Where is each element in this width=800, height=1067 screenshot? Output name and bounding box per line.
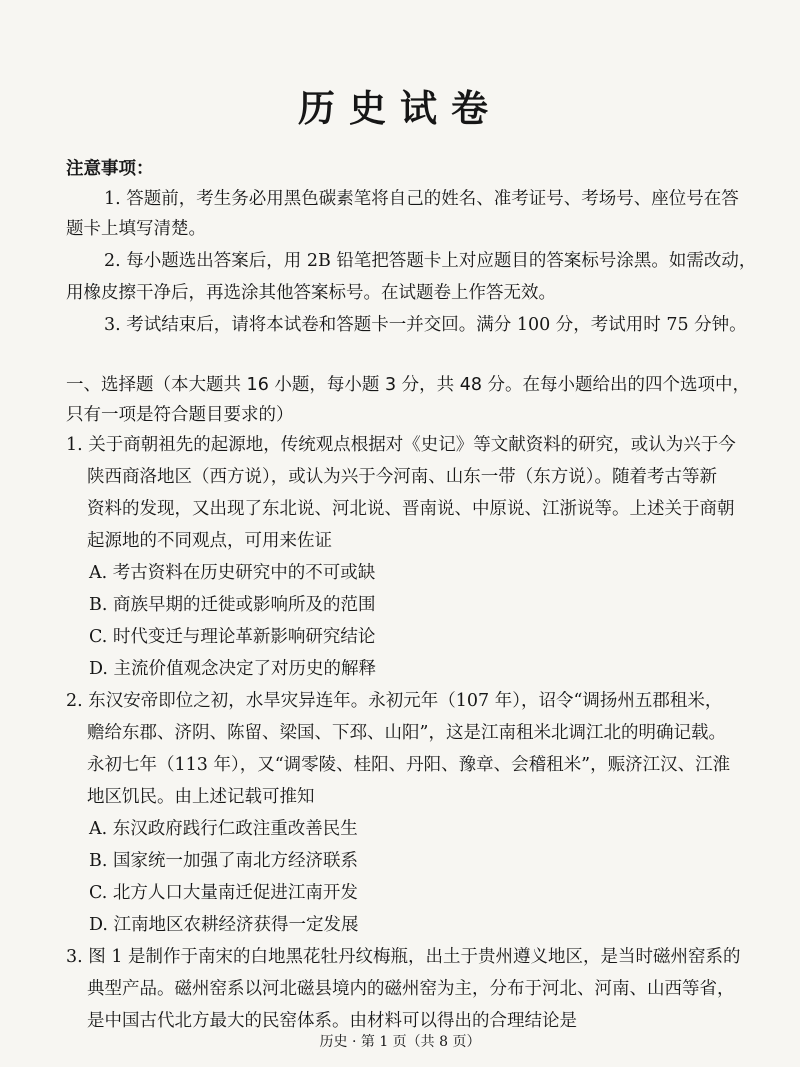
page-footer: 历史 · 第 1 页（共 8 页） xyxy=(319,1034,481,1050)
question-1-option-c: C. 时代变迁与理论革新影响研究结论 xyxy=(89,627,376,647)
question-2-option-c: C. 北方人口大量南迁促进江南开发 xyxy=(89,883,358,903)
question-1-stem-line-2: 陕西商洛地区（西方说），或认为兴于今河南、山东一带（东方说）。随着考古等新 xyxy=(87,467,717,487)
notice-heading: 注意事项： xyxy=(66,159,154,179)
question-1-stem-line-3: 资料的发现，又出现了东北说、河北说、晋南说、中原说、江浙说等。上述关于商朝 xyxy=(87,499,735,519)
notice-item-2-line-2: 用橡皮擦干净后，再选涂其他答案标号。在试题卷上作答无效。 xyxy=(66,283,556,303)
question-2-stem-line-4: 地区饥民。由上述记载可推知 xyxy=(87,787,315,807)
question-1-stem-line-1: 1. 关于商朝祖先的起源地，传统观点根据对《史记》等文献资料的研究，或认为兴于今 xyxy=(66,435,736,455)
page-title: 历史试卷 xyxy=(298,87,502,130)
notice-item-1-line-2: 题卡上填写清楚。 xyxy=(66,219,206,239)
question-3-stem-line-2: 典型产品。磁州窑系以河北磁县境内的磁州窑为主，分布于河北、河南、山西等省， xyxy=(87,979,735,999)
section-1-heading-line-2: 只有一项是符合题目要求的） xyxy=(66,405,294,425)
notice-item-3-line-1: 3. 考试结束后，请将本试卷和答题卡一并交回。满分 100 分，考试用时 75 分钟。 xyxy=(104,315,747,335)
question-1-option-b: B. 商族早期的迁徙或影响所及的范围 xyxy=(89,595,376,615)
question-2-stem-line-2: 赡给东郡、济阴、陈留、梁国、下邳、山阳”，这是江南租米北调江北的明确记载。 xyxy=(87,723,726,743)
question-2-stem-line-1: 2. 东汉安帝即位之初，水旱灾异连年。永初元年（107 年），诏令“调扬州五郡租米， xyxy=(66,691,723,711)
question-2-option-d: D. 江南地区农耕经济获得一定发展 xyxy=(89,915,359,935)
notice-item-2-line-1: 2. 每小题选出答案后，用 2B 铅笔把答题卡上对应题目的答案标号涂黑。如需改动， xyxy=(104,251,757,271)
question-1-stem-line-4: 起源地的不同观点，可用来佐证 xyxy=(87,531,332,551)
question-3-stem-line-1: 3. 图 1 是制作于南宋的白地黑花牡丹纹梅瓶，出土于贵州遵义地区，是当时磁州窑系的 xyxy=(66,947,741,967)
question-2-stem-line-3: 永初七年（113 年），又“调零陵、桂阳、丹阳、豫章、会稽租米”，赈济江汉、江淮 xyxy=(87,755,731,775)
question-2-option-a: A. 东汉政府践行仁政注重改善民生 xyxy=(89,819,358,839)
question-3-stem-line-3: 是中国古代北方最大的民窑体系。由材料可以得出的合理结论是 xyxy=(87,1011,577,1031)
question-2-option-b: B. 国家统一加强了南北方经济联系 xyxy=(89,851,358,871)
notice-item-1-line-1: 1. 答题前，考生务必用黑色碳素笔将自己的姓名、准考证号、考场号、座位号在答 xyxy=(104,189,739,209)
question-1-option-d: D. 主流价值观念决定了对历史的解释 xyxy=(89,659,377,679)
section-1-heading-line-1: 一、选择题（本大题共 16 小题，每小题 3 分，共 48 分。在每小题给出的四个选项中， xyxy=(66,375,751,395)
question-1-option-a: A. 考古资料在历史研究中的不可或缺 xyxy=(89,563,376,583)
